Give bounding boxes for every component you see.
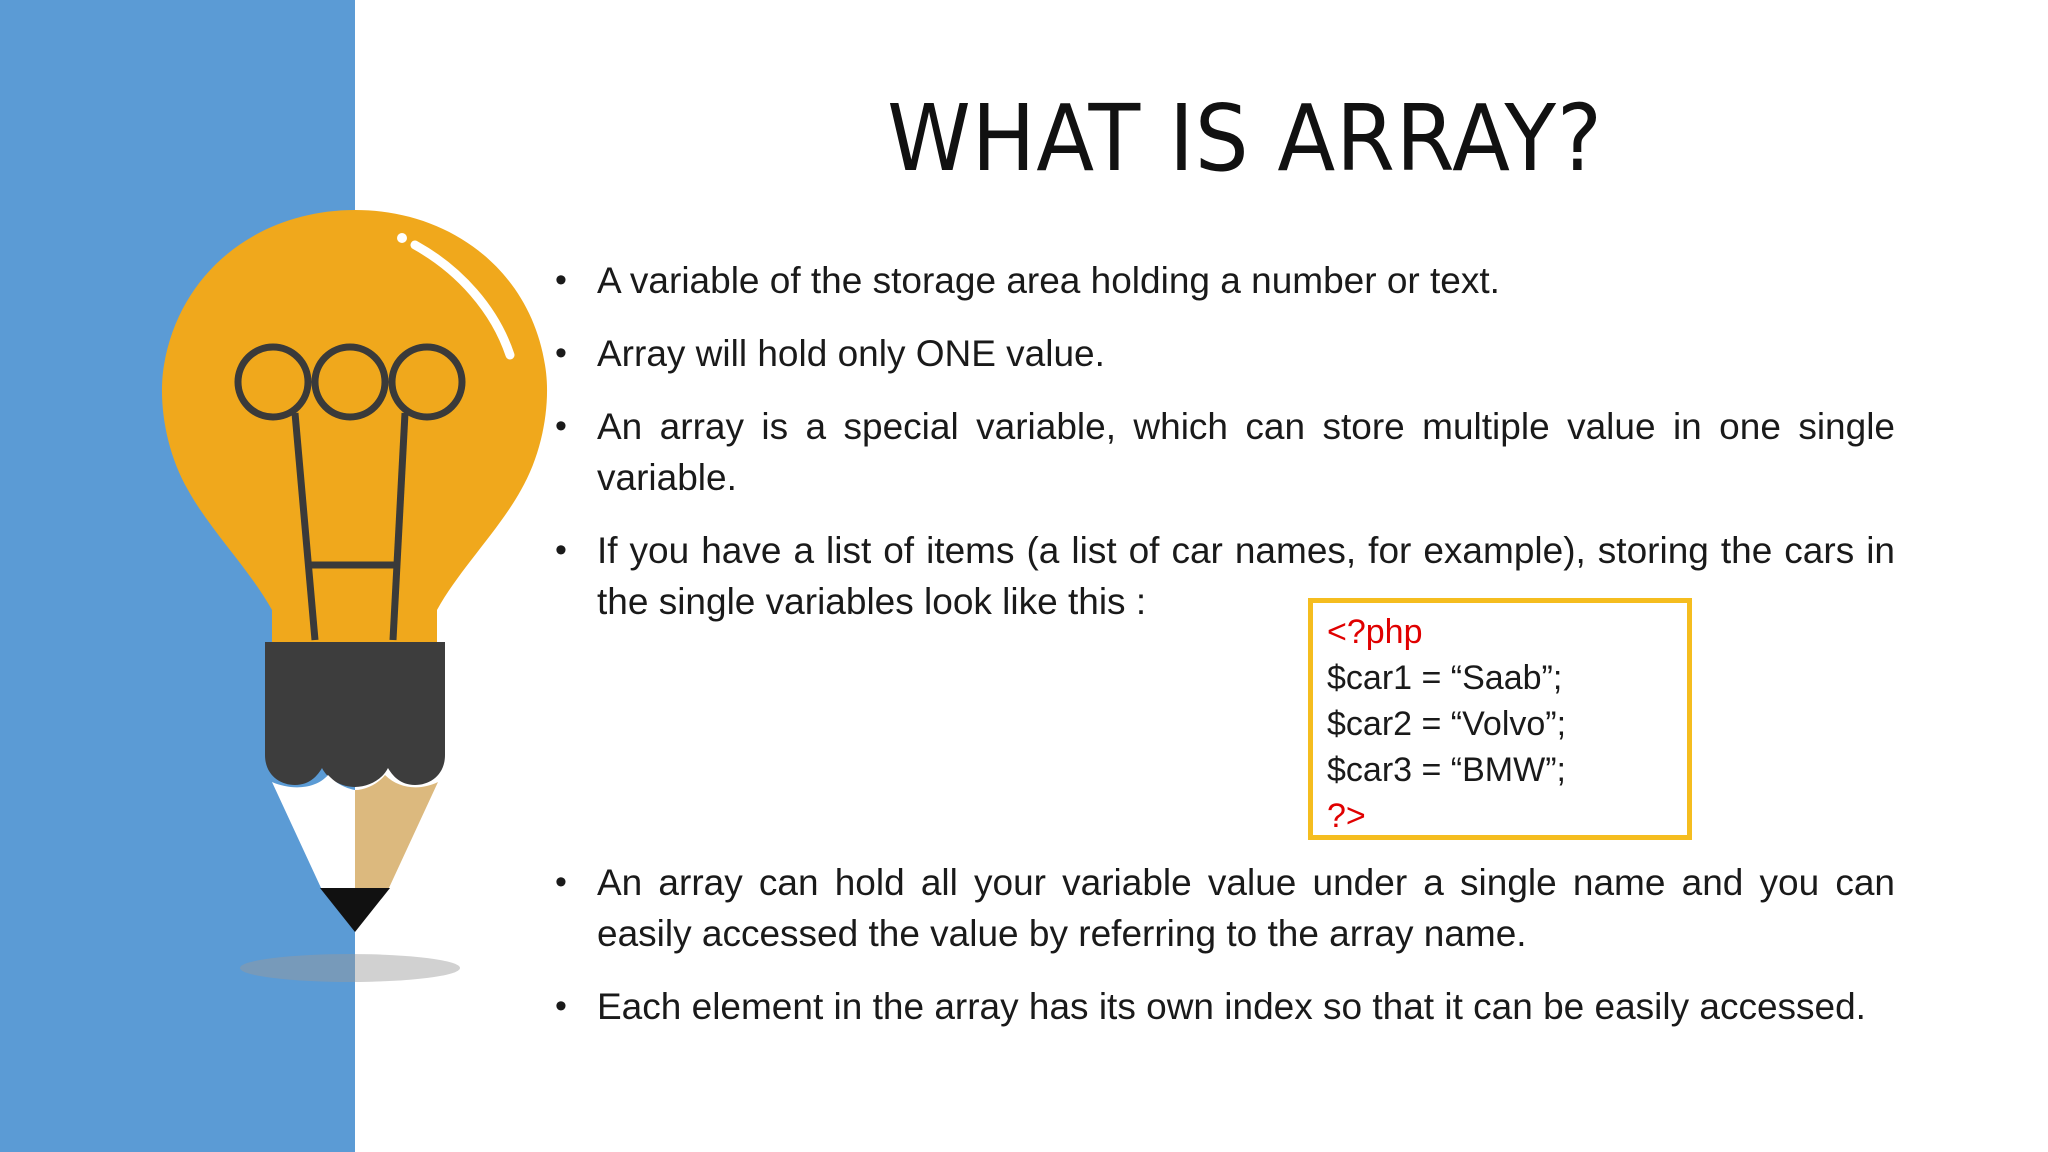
code-line: $car1 = “Saab”; [1327, 659, 1563, 697]
slide-title: WHAT IS ARRAY? [887, 85, 1603, 192]
bullet-list [555, 255, 1895, 1054]
code-close-tag: ?> [1327, 797, 1366, 835]
bullet-item: • An array can hold all your variable value under a single name and you can easily accessed the value by referring to the array name. [555, 857, 1895, 959]
pencil-grip [265, 642, 445, 787]
bulb-glass [162, 210, 547, 650]
bullet-item: • If you have a list of items (a list of car names, for example), storing the cars in the single variables look like this : [555, 525, 1895, 627]
pencil-wood-dark [355, 775, 438, 890]
code-line: $car3 = “BMW”; [1327, 751, 1566, 789]
code-open-tag: <?php [1327, 613, 1423, 651]
bullet-item: • An array is a special variable, which can store multiple value in one single variable. [555, 401, 1895, 503]
shadow [240, 954, 460, 982]
pencil-wood-light [272, 775, 355, 890]
bullet-item: • Array will hold only ONE value. [555, 328, 1895, 379]
lightbulb-pencil-icon [150, 190, 560, 1010]
bullet-item: • A variable of the storage area holding a number or text. [555, 255, 1895, 306]
bullet-item: • Each element in the array has its own index so that it can be easily accessed. [555, 981, 1895, 1032]
pencil-tip [320, 888, 390, 932]
code-snippet-box [1308, 598, 1692, 840]
code-line: $car2 = “Volvo”; [1327, 705, 1567, 743]
bulb-highlight-dot [397, 233, 407, 243]
